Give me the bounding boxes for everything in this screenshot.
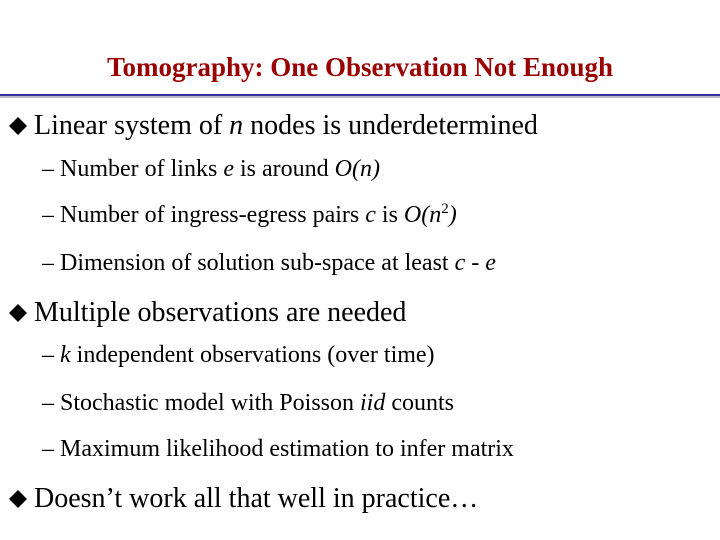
text-segment: Number of links [60,156,224,182]
sub-bullet-independent [42,342,435,369]
text-segment: Linear system of [34,110,230,141]
bullet-text [34,110,538,142]
text-italic: iid [360,390,386,416]
text-italic: O(n) [334,156,380,182]
sub-bullet-stochastic [42,390,454,417]
text-segment: Number of ingress-egress pairs [60,202,366,228]
text-italic: c [454,250,466,276]
bullet-text: Doesn’t work all that well in practice… [34,483,479,514]
text-italic: c [365,202,376,228]
bullet-multiple-observations [8,297,406,329]
slide-title: Tomography: One Observation Not Enough [106,52,614,82]
sub-bullet-dimension [42,250,496,277]
sub-bullet-pairs [42,202,457,229]
dash-marker: – [42,342,54,368]
bullet-practice [8,483,478,515]
text-segment: - [465,250,486,276]
diamond-bullet-icon [8,489,28,509]
dash-marker: – [42,436,54,462]
sub-bullet-links [42,156,380,183]
text-italic: n [229,110,244,141]
sub-bullet-likelihood [42,436,514,463]
text-segment: is [375,202,404,228]
bullet-text: Multiple observations are needed [34,297,407,328]
text-italic: k [60,342,71,368]
text-segment: is around [233,156,335,182]
text-italic: e [223,156,234,182]
text-segment: Stochastic model with Poisson [60,390,360,416]
title-rule-shadow [0,96,720,98]
dash-marker: – [42,250,54,276]
diamond-bullet-icon [8,116,28,136]
text-segment: Maximum likelihood estimation to infer matrix [60,436,514,462]
dash-marker: – [42,156,54,182]
diamond-bullet-icon [8,303,28,323]
bullet-linear-system [8,110,538,142]
text-italic: ) [448,202,457,228]
text-segment: nodes is underdetermined [243,110,538,141]
text-segment: independent observations (over time) [70,342,435,368]
dash-marker: – [42,390,54,416]
text-segment: Dimension of solution sub-space at least [60,250,455,276]
dash-marker: – [42,202,54,228]
text-segment: counts [385,390,455,416]
text-italic: e [485,250,496,276]
title-rule [0,94,720,98]
text-italic: O(n [403,202,442,228]
superscript: 2 [441,201,449,217]
